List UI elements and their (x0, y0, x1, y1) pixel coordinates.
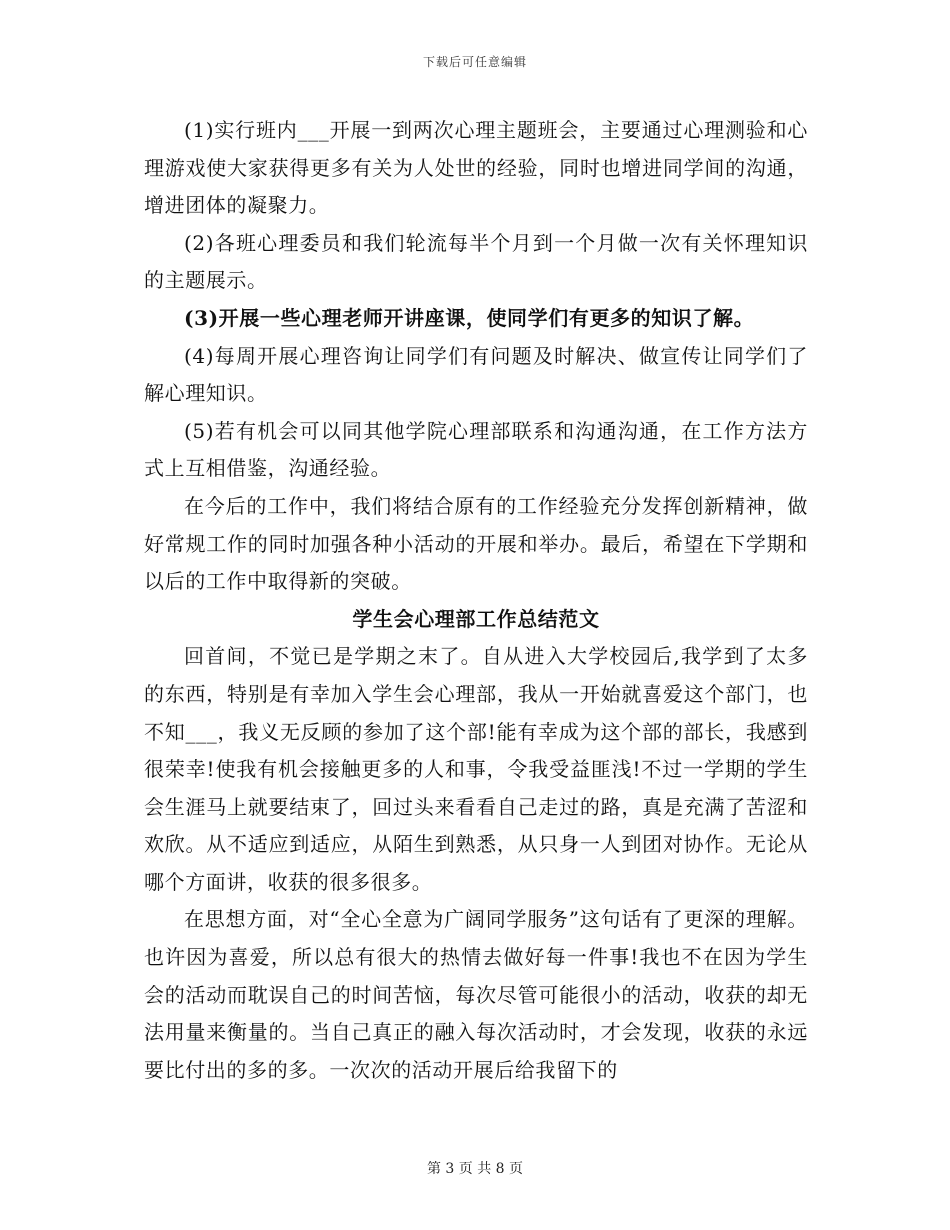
paragraph-item-1: (1)实行班内___开展一到两次心理主题班会，主要通过心理测验和心理游戏使大家获得更多有关为人处世的经验，同时也增进同学间的沟通，增进团体的凝聚力。 (144, 118, 808, 218)
paragraph-item-3: (3)开展一些心理老师开讲座课，使同学们有更多的知识了解。 (184, 305, 755, 330)
paragraph-conclusion: 在今后的工作中，我们将结合原有的工作经验充分发挥创新精神，做好常规工作的同时加强各种小活动的开展和举办。最后，希望在下学期和以后的工作中取得新的突破。 (144, 493, 808, 594)
page-number: 第 3 页 共 8 页 (426, 1161, 524, 1177)
paragraph-thought: 在思想方面，对“全心全意为广阔同学服务”这句话有了更深的理解。也许因为喜爱，所以总有很大的热情去做好每一件事!我也不在因为学生会的活动而耽误自己的时间苦恼，每次尽管可能很小的活动，收获的却无法用量来衡量的。当自己真正的融入每次活动时，才会发现，收获的永远要比付出的多的多。一次次的活动开展后给我留下的 (144, 907, 808, 1082)
page-header-note: 下载后可任意编辑 (422, 55, 527, 69)
paragraph-item-5: (5)若有机会可以同其他学院心理部联系和沟通沟通，在工作方法方式上互相借鉴，沟通经验。 (144, 418, 808, 481)
paragraph-item-4: (4)每周开展心理咨询让同学们有问题及时解决、做宣传让同学们了解心理知识。 (144, 343, 808, 406)
paragraph-item-2: (2)各班心理委员和我们轮流每半个月到一个月做一次有关怀理知识的主题展示。 (144, 230, 808, 293)
section-title: 学生会心理部工作总结范文 (352, 606, 600, 631)
document-body (144, 112, 808, 1089)
paragraph-intro: 回首间，不觉已是学期之末了。自从进入大学校园后,我学到了太多的东西，特别是有幸加入学生会心理部，我从一开始就喜爱这个部门，也不知___，我义无反顾的参加了这个部!能有幸成为这个部的部长，我感到很荣幸!使我有机会接触更多的人和事，令我受益匪浅!不过一学期的学生会生涯马上就要结束了，回过头来看看自己走过的路，真是充满了苦涩和欢欣。从不适应到适应，从陌生到熟悉，从只身一人到团对协作。无论从哪个方面讲，收获的很多很多。 (144, 644, 808, 894)
